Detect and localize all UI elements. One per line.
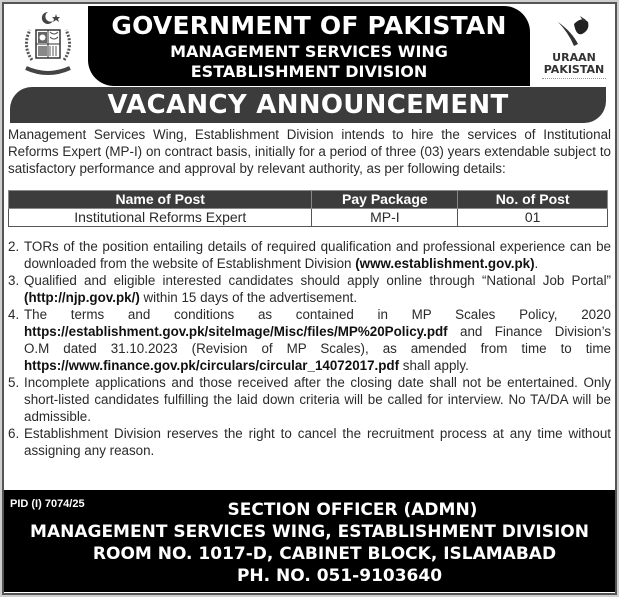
cell-post-count: 01 [458,209,608,227]
pid-number: PID (I) 7074/25 [10,498,85,510]
item-text: Incomplete applications and those received after the closing date shall not be entertained. Only short-listed candidates fulfilling the laid down criteria will be called for interview. No TA/DA will be admissible. [24,375,611,424]
vacancy-banner [10,87,606,123]
vacancy-advertisement [2,2,617,595]
mp-policy-pdf-link[interactable]: https://establishment.gov.pk/sitelmage/Misc/files/MP%20Policy.pdf [24,324,448,339]
bird-icon [554,14,594,52]
item-text: Establishment Division reserves the right to cancel the recruitment process at any time without assigning any reason. [24,426,611,458]
text-segment: within 15 days of the advertisement. [139,290,358,305]
list-item-2 [8,238,611,272]
table-header-row [9,191,608,209]
uraan-pakistan-logo [534,8,614,86]
column-header-name-of-post: Name of Post [9,191,312,209]
post-details-table [8,190,608,227]
item-number: 5. [8,375,20,390]
njp-portal-link[interactable]: (http://njp.gov.pk/) [24,290,140,305]
table-row [9,209,608,227]
cell-post-name: Institutional Reforms Expert [9,209,312,227]
footer-wing-division: MANAGEMENT SERVICES WING, ESTABLISHMENT DIVISION [30,522,589,542]
list-item-5 [8,374,611,425]
banner-title: VACANCY ANNOUNCEMENT [107,90,509,120]
item-number: 6. [8,426,20,441]
list-item-6 [8,425,611,459]
footer-phone: PH. NO. 051-9103640 [236,566,443,586]
footer-address: ROOM NO. 1017-D, CABINET BLOCK, ISLAMABAD [92,544,557,564]
finance-circular-pdf-link[interactable]: https://www.finance.gov.pk/circulars/circular_14072017.pdf [24,358,400,373]
footer-officer: SECTION OFFICER (ADMN) [227,500,478,520]
list-item-4 [8,306,611,374]
header [4,4,615,88]
uraan-urdu-tagline [542,78,606,82]
header-subtitle-wing: MANAGEMENT SERVICES WING [170,42,448,61]
terms-list [8,238,611,459]
intro-paragraph: Management Services Wing, Establishment Division intends to hire the services of Institutional Reforms Expert (MP-I) on contract basis, initially for a period of three (03) years extendable subject to satisfactory performance and approval by relevant authority, as per following details: [8,127,611,176]
header-subtitle-division: ESTABLISHMENT DIVISION [190,62,428,81]
cell-pay-package: MP-I [312,209,458,227]
pakistan-state-emblem-icon [12,10,84,82]
column-header-no-of-post: No. of Post [458,191,608,209]
item-text [24,272,611,306]
uraan-text-line-2: PAKISTAN [543,63,605,76]
list-item-3 [8,272,611,306]
text-segment: and Finance Division’s O.M dated 31.10.2023 (Revision of MP Scales), as amended from time to time [24,324,611,356]
text-segment: Qualified and eligible interested candidates should apply online through “National Job Portal” [24,273,611,288]
item-number: 4. [8,307,20,322]
item-text [24,238,611,272]
item-number: 2. [8,239,20,254]
text-segment: shall apply. [399,358,469,373]
header-title: GOVERNMENT OF PAKISTAN [111,11,507,40]
establishment-website-link[interactable]: (www.establishment.gov.pk) [355,256,535,271]
column-header-pay-package: Pay Package [312,191,458,209]
text-segment: . [534,256,539,271]
text-segment: TORs of the position entailing details of required qualification and professional experience can be downloaded from the website of Establishment Division [24,239,611,271]
uraan-text-line-1: URAAN [552,51,596,64]
header-title-block [88,6,530,86]
contact-footer [4,490,615,592]
item-text [24,306,611,374]
item-number: 3. [8,273,20,288]
text-segment: The terms and conditions as contained in MP Scales Policy, 2020 [24,307,611,322]
